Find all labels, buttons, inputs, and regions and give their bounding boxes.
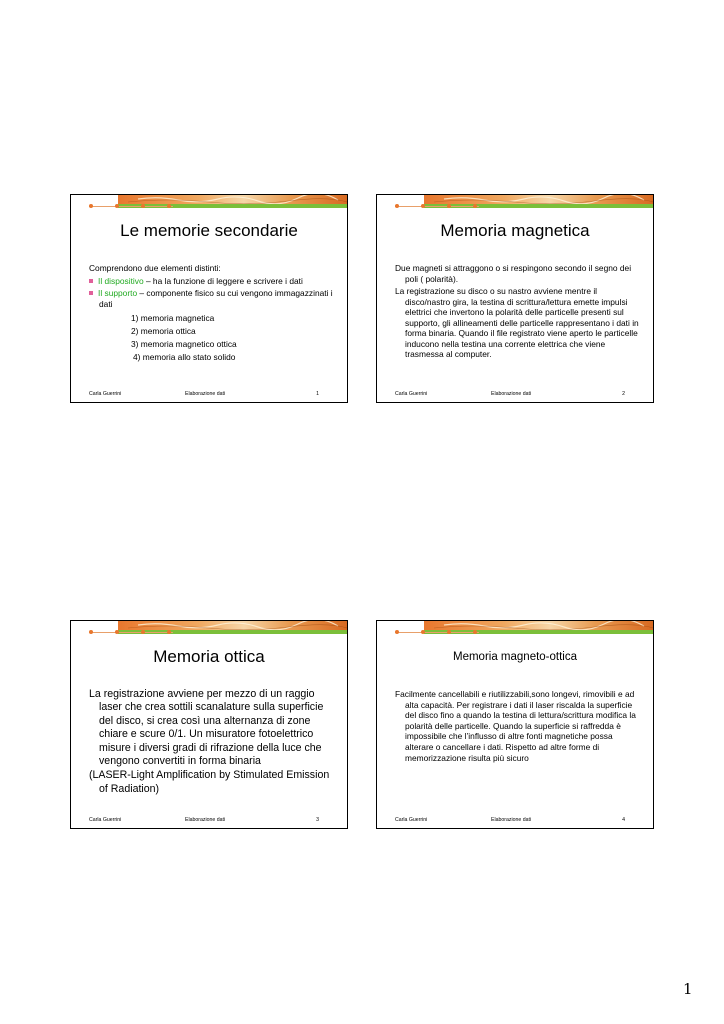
slide-title: Memoria magneto-ottica: [453, 651, 577, 663]
footer-center: Elaborazione dati: [491, 817, 532, 823]
paragraph: Facilmente cancellabili e riutilizzabili,sono longevi, rimovibili e ad alta capacità. Per registrare i dati il laser riscalda la superficie del disco fino a quando la testina di lettura/scrittura modifica la polarità delle particelle. Quando la superficie si raffredda è impossibile che l’influsso di altre fonti magnetiche possa alterare o cancellare i dati. Rispetto ad altre forme di memorizzazione risulta più sicuro: [395, 689, 636, 763]
paragraph: (LASER-Light Amplification by Stimulated Emission of Radiation): [89, 769, 330, 795]
bullet-square-icon: [89, 279, 93, 283]
slide-title: Le memorie secondarie: [120, 221, 298, 240]
slide-3: [70, 620, 348, 829]
slide-banner: [424, 195, 653, 209]
slide-2: [376, 194, 654, 403]
list-item: Il supporto – componente fisico su cui vengono immagazzinati i dati: [89, 288, 337, 309]
slide-4: [376, 620, 654, 829]
footer-author: Carla Guerrini: [395, 391, 428, 397]
sub-item: 2) memoria ottica: [131, 326, 196, 336]
slide-1: [70, 194, 348, 403]
footer-slide-number: 4: [622, 817, 625, 823]
paragraph: La registrazione su disco o su nastro avviene mentre il disco/nastro gira, la testina di scrittura/lettura emette impulsi elettrici che invertono la polarità delle particelle presenti sul supporto, gli allineamenti delle particelle rappresentano i dati in forma binaria. Quando il file registrato viene aperto le particelle inducono nella testina una corrente elettrica che viene trasmessa al computer.: [395, 286, 639, 359]
list-item: Il dispositivo – ha la funzione di leggere e scrivere i dati: [89, 276, 337, 287]
paragraph: La registrazione avviene per mezzo di un raggio laser che crea sottili scanalature sulla superficie del disco, si crea così una alternanza di zone chiare e scure 0/1. Un misuratore fotoelettrico misure i diversi gradi di rifrazione della luce che vengono convertiti in forma binaria: [89, 688, 324, 768]
footer-center: Elaborazione dati: [185, 391, 226, 397]
slide-banner: [118, 621, 347, 635]
footer-slide-number: 2: [622, 391, 625, 397]
slide-body: [395, 689, 643, 763]
slide-title: Memoria magnetica: [440, 221, 590, 240]
footer-center: Elaborazione dati: [185, 817, 226, 823]
footer-center: Elaborazione dati: [491, 391, 532, 397]
slide-body: [89, 688, 337, 796]
intro-text: Comprendono due elementi distinti:: [89, 263, 221, 273]
page-number: 1: [683, 980, 693, 998]
footer-author: Carla Guerrini: [89, 391, 122, 397]
slide-banner: [424, 621, 653, 635]
slide-banner: [118, 195, 347, 209]
sub-item: 3) memoria magnetico ottica: [131, 339, 237, 349]
footer-slide-number: 1: [316, 391, 319, 397]
bullet-square-icon: [89, 291, 93, 295]
sub-item: 1) memoria magnetica: [131, 313, 215, 323]
footer-slide-number: 3: [316, 817, 319, 823]
footer-author: Carla Guerrini: [89, 817, 122, 823]
footer-author: Carla Guerrini: [395, 817, 428, 823]
paragraph: Due magneti si attraggono o si respingono secondo il segno dei poli ( polarità).: [395, 263, 632, 284]
slide-title: Memoria ottica: [153, 647, 265, 666]
slide-body: [395, 263, 643, 360]
slide-body: [89, 263, 337, 363]
sub-item: 4) memoria allo stato solido: [133, 352, 236, 362]
